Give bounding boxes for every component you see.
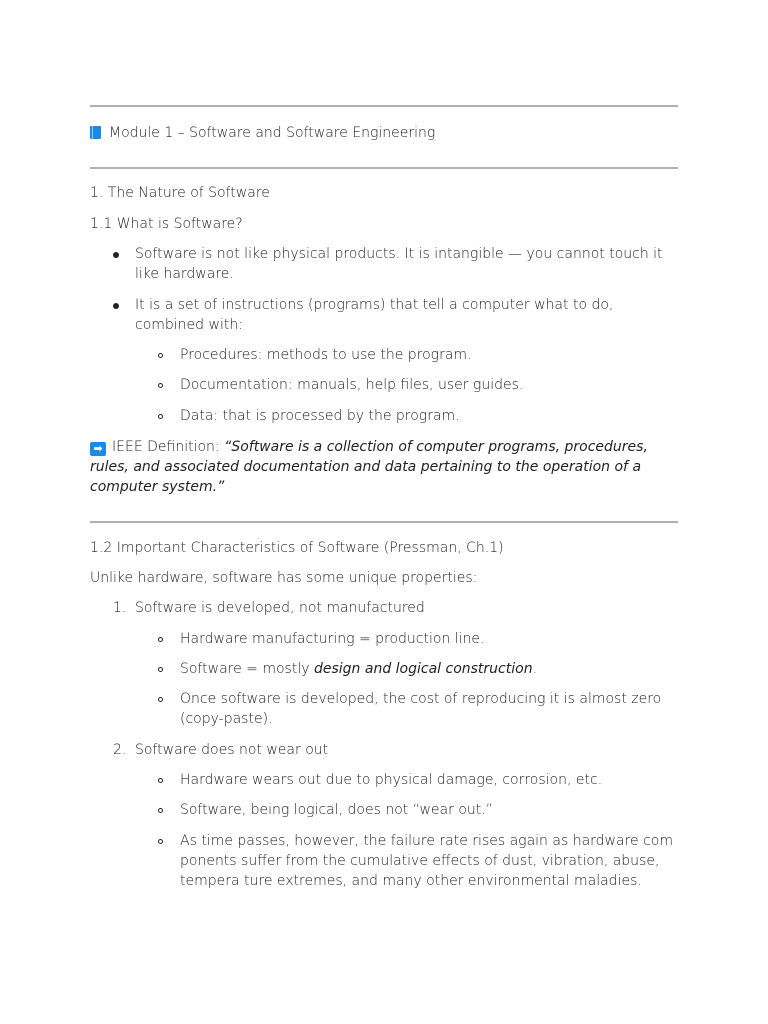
- list-item: Hardware manufacturing = production line.: [180, 631, 485, 647]
- bullet-icon: [113, 303, 119, 309]
- list-item: Software, being logical, does not “wear out.”: [180, 802, 493, 818]
- list-item: Once software is developed, the cost of reproducing it is almost zero (copy-paste).: [180, 691, 662, 727]
- intro-text: Unlike hardware, software has some unique properties:: [90, 570, 478, 586]
- list-item: Hardware wears out due to physical damage, corrosion, etc.: [180, 772, 603, 788]
- arrow-right-icon: ➡: [90, 442, 106, 456]
- module-title: Module 1 – Software and Software Engineering: [90, 123, 680, 143]
- ieee-definition: ➡ IEEE Definition: “Software is a collection of computer programs, procedures, rules, and associated documentation and data pertaining to the operation of a computer system.”: [90, 439, 648, 495]
- circle-bullet-icon: [158, 839, 163, 844]
- circle-bullet-icon: [158, 808, 163, 813]
- list-number: 1.: [113, 600, 127, 616]
- subsection-heading: 1.1 What is Software?: [90, 216, 243, 232]
- divider: [90, 167, 678, 169]
- circle-bullet-icon: [158, 778, 163, 783]
- circle-bullet-icon: [158, 667, 163, 672]
- divider: [90, 105, 678, 107]
- list-item: Documentation: manuals, help files, user guides.: [180, 377, 524, 393]
- list-item: Software = mostly design and logical construction.: [180, 661, 538, 677]
- list-item: Procedures: methods to use the program.: [180, 347, 472, 363]
- list-item: Data: that is processed by the program.: [180, 408, 460, 424]
- circle-bullet-icon: [158, 697, 163, 702]
- list-number: 2.: [113, 742, 127, 758]
- circle-bullet-icon: [158, 353, 163, 358]
- circle-bullet-icon: [158, 383, 163, 388]
- circle-bullet-icon: [158, 414, 163, 419]
- list-item: As time passes, however, the failure rate rises again as hardware com ponents suffer from the cumulative effects of dust, vibration, abuse, tempera ture extremes, and many other environmental maladies.: [180, 833, 673, 889]
- section-heading: 1. The Nature of Software: [90, 185, 270, 201]
- list-item: Software is not like physical products. It is intangible — you cannot touch it like hardware.: [135, 246, 663, 282]
- book-icon: [90, 126, 101, 139]
- section-heading: 1.2 Important Characteristics of Software (Pressman, Ch.1): [90, 540, 504, 556]
- circle-bullet-icon: [158, 637, 163, 642]
- bullet-icon: [113, 252, 119, 258]
- list-item: Software is developed, not manufactured: [135, 600, 425, 616]
- list-item: It is a set of instructions (programs) that tell a computer what to do, combined with:: [135, 297, 614, 333]
- divider: [90, 521, 678, 523]
- list-item: Software does not wear out: [135, 742, 329, 758]
